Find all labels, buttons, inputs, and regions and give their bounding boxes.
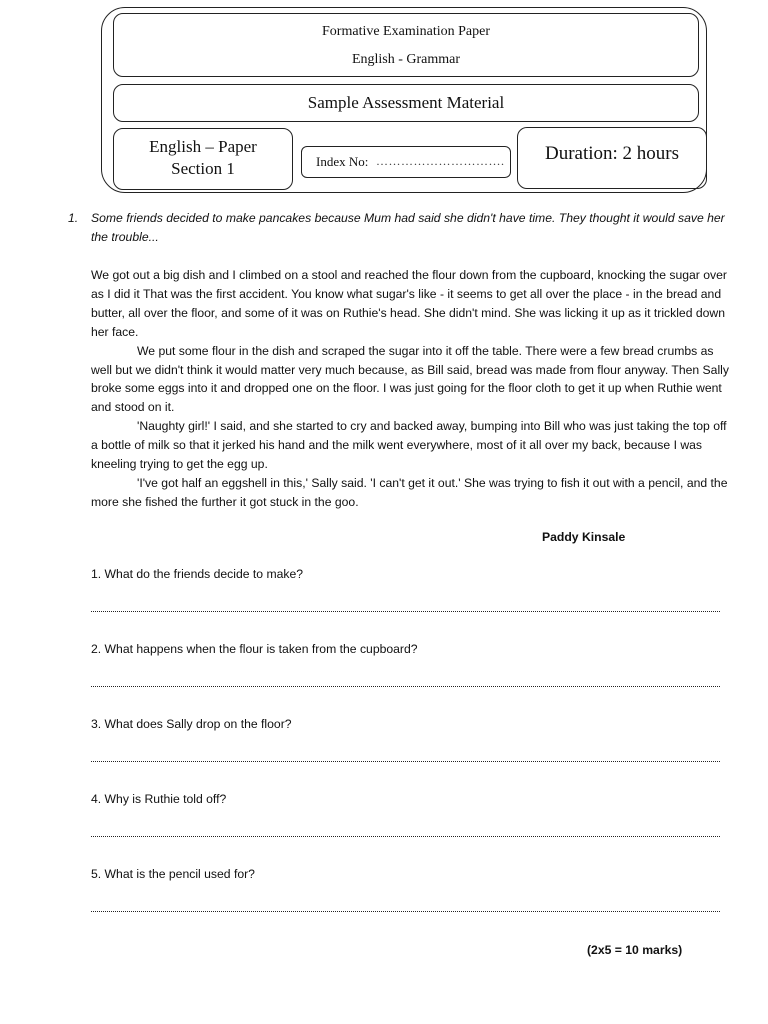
index-field[interactable]: …………………………. [376,154,505,168]
passage-paragraph: We put some flour in the dish and scraped the sugar into it off the table. There were a few bread crumbs as well but we didn't think it would matter very much because, as Bill said, bread was made from flour anyway. Then Sally broke some eggs into it and dropped one on the floor. I was just going for the floor cloth to get it up when Ruthie went and stood on it. [91,343,729,415]
comprehension-question: 5. What is the pencil used for? [91,867,255,881]
paper-section-box [113,128,293,190]
comprehension-question: 1. What do the friends decide to make? [91,567,304,581]
comprehension-question: 4. Why is Ruthie told off? [91,792,227,806]
question-number: 1. [68,211,79,225]
title-box [113,13,699,77]
banner-box [113,84,699,122]
duration-label: Duration: 2 hours [544,143,680,164]
answer-line[interactable] [91,911,720,912]
subject-title: English - Grammar [351,52,461,67]
answer-line[interactable] [91,686,720,687]
answer-line[interactable] [91,761,720,762]
banner-title: Sample Assessment Material [307,93,505,112]
passage-paragraph: 'I've got half an eggshell in this,' Sally said. 'I can't get it out.' She was trying to fish it out with a pencil, and the more she fished the further it got stuck in the goo. [91,475,728,509]
exam-title: Formative Examination Paper [322,24,490,39]
duration-box [517,127,707,189]
index-label: Index No: [316,154,369,169]
passage-paragraph: 'Naughty girl!' I said, and she started to cry and backed away, bumping into Bill who was just taking the top off a bottle of milk so that it jerked his hand and the milk went everywhere, most of it all over my back, because I was kneeling trying to get the egg up. [91,419,727,472]
answer-line[interactable] [91,611,720,612]
answer-line[interactable] [91,836,720,837]
passage-paragraph: We got out a big dish and I climbed on a stool and reached the flour down from the cupboard, knocking the sugar over as I did it That was the first accident. You know what sugar's like - it seems to get all over the place - in the bread and butter, all over the floor, and some of it was on Ruthie's head. She didn't mind. She was licking it up as it trickled down her face. [91,268,727,339]
marks-label: (2x5 = 10 marks) [587,943,683,957]
passage-author: Paddy Kinsale [542,530,626,544]
passage [91,266,729,512]
question-intro: Some friends decided to make pancakes because Mum had said she didn't have time. They thought it would save her the trouble... [91,211,725,244]
section-label: Section 1 [171,159,235,178]
comprehension-question: 3. What does Sally drop on the floor? [91,717,292,731]
comprehension-question: 2. What happens when the flour is taken from the cupboard? [91,642,418,656]
index-number-box [301,146,511,178]
paper-label: English – Paper [149,137,257,156]
